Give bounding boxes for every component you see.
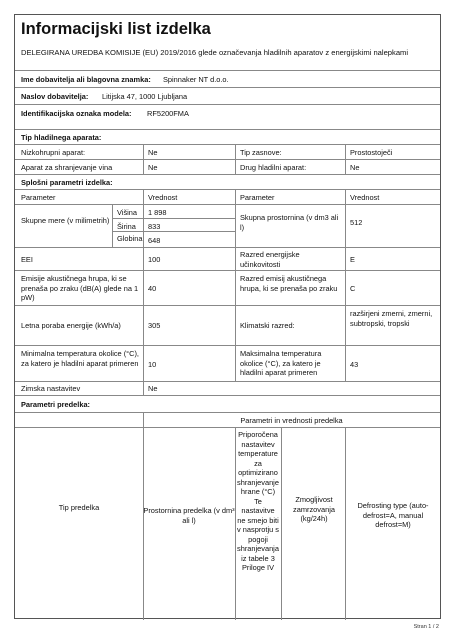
param-key: Letna poraba energije (kWh/a) bbox=[21, 321, 121, 330]
winter-label: Zimska nastavitev bbox=[21, 384, 81, 393]
dimensions-label: Skupne mere (v milimetrih) bbox=[21, 216, 110, 225]
dimension-value: 648 bbox=[148, 236, 161, 245]
type-row bbox=[15, 144, 440, 159]
general-heading: Splošni parametri izdelka: bbox=[21, 178, 113, 187]
param-key: Minimalna temperatura okolice (°C), za katero je hladilni aparat primeren bbox=[21, 349, 139, 368]
param-value: 43 bbox=[350, 360, 359, 369]
dimensions-row bbox=[15, 204, 440, 247]
product-sheet bbox=[14, 14, 441, 619]
param-value: 10 bbox=[148, 360, 157, 369]
address-value: Litijska 47, 1000 Ljubljana bbox=[102, 92, 188, 101]
param-key: Maksimalna temperatura okolice (°C), za katero je hladilni aparat primeren bbox=[240, 349, 322, 377]
winter-row bbox=[15, 381, 440, 395]
column-header: Defrosting type (auto-defrost=A, manual defrost=M) bbox=[357, 501, 429, 529]
column-header: Parameter bbox=[21, 193, 56, 202]
param-row bbox=[15, 247, 440, 270]
param-key: EEI bbox=[21, 255, 33, 264]
volume-value: 512 bbox=[350, 218, 363, 227]
supplier-label: Ime dobavitelja ali blagovna znamka: bbox=[21, 75, 151, 84]
compartment-header-row bbox=[15, 427, 440, 620]
compartment-heading: Parametri predelka: bbox=[21, 400, 91, 409]
column-header: Priporočena nastavitev temperature za optimizirano shranjevanje hrane (°C) Te nastavitve ne smejo biti v nasprotju s pogoji shranjevanja iz tabele 3 Priloge IV bbox=[237, 430, 279, 572]
dimension-name: Globina bbox=[117, 234, 143, 243]
type-heading-row bbox=[15, 129, 440, 144]
param-key: Razred emisij akustičnega hrupa, ki se prenaša po zraku bbox=[240, 274, 338, 293]
column-header: Vrednost bbox=[148, 193, 178, 202]
supplier-value: Spinnaker NT d.o.o. bbox=[163, 75, 229, 84]
param-value: 40 bbox=[148, 284, 157, 293]
type-key: Nizkohrupni aparat: bbox=[21, 148, 86, 157]
address-row bbox=[15, 87, 440, 104]
type-key: Drug hladilni aparat: bbox=[240, 163, 307, 172]
column-header: Prostornina predelka (v dm³ ali l) bbox=[143, 506, 235, 525]
compartment-heading-row bbox=[15, 395, 440, 412]
model-row bbox=[15, 104, 440, 121]
param-key: Klimatski razred: bbox=[240, 321, 295, 330]
type-value: Ne bbox=[350, 163, 360, 172]
type-value: Ne bbox=[148, 163, 158, 172]
dimension-value: 833 bbox=[148, 222, 161, 231]
param-key: Emisije akustičnega hrupa, ki se prenaša po zraku (dB(A) glede na 1 pW) bbox=[21, 274, 139, 302]
type-key: Aparat za shranjevanje vina bbox=[21, 163, 113, 172]
volume-label: Skupna prostornina (v dm3 ali l) bbox=[240, 213, 339, 232]
general-header-row bbox=[15, 189, 440, 204]
address-label: Naslov dobavitelja: bbox=[21, 92, 89, 101]
type-row bbox=[15, 159, 440, 174]
param-key: Razred energijske učinkovitosti bbox=[240, 250, 300, 269]
param-row bbox=[15, 345, 440, 381]
compartment-group-row bbox=[15, 412, 440, 427]
type-value: Prostostoječi bbox=[350, 148, 393, 157]
regulation-subtitle: DELEGIRANA UREDBA KOMISIJE (EU) 2019/2016 glede označevanja hladilnih aparatov z energijskimi nalepkami bbox=[21, 48, 409, 57]
dimension-value: 1 898 bbox=[148, 208, 167, 217]
param-row bbox=[15, 270, 440, 305]
param-value: 100 bbox=[148, 255, 161, 264]
column-header: Parameter bbox=[240, 193, 275, 202]
column-header: Zmogljivost zamrzovanja (kg/24h) bbox=[293, 495, 335, 523]
param-value: razširjeni zmerni, zmerni, subtropski, tropski bbox=[350, 309, 433, 328]
dimension-name: Širina bbox=[117, 222, 136, 231]
param-row bbox=[15, 305, 440, 345]
param-value: 305 bbox=[148, 321, 161, 330]
winter-value: Ne bbox=[148, 384, 158, 393]
type-value: Ne bbox=[148, 148, 158, 157]
type-key: Tip zasnove: bbox=[240, 148, 282, 157]
general-heading-row bbox=[15, 174, 440, 189]
column-header: Vrednost bbox=[350, 193, 380, 202]
compartment-type-label: Tip predelka bbox=[58, 503, 100, 512]
type-heading: Tip hladilnega aparata: bbox=[21, 133, 102, 142]
dimension-name: Višina bbox=[117, 208, 137, 217]
model-value: RF5200FMA bbox=[147, 109, 189, 118]
supplier-row bbox=[15, 70, 440, 87]
param-value: E bbox=[350, 255, 355, 264]
model-label: Identifikacijska oznaka modela: bbox=[21, 109, 132, 118]
group-header: Parametri in vrednosti predelka bbox=[240, 416, 343, 425]
param-value: C bbox=[350, 284, 356, 293]
page-title: Informacijski list izdelka bbox=[21, 20, 211, 38]
page-number: Stran 1 / 2 bbox=[413, 624, 439, 630]
